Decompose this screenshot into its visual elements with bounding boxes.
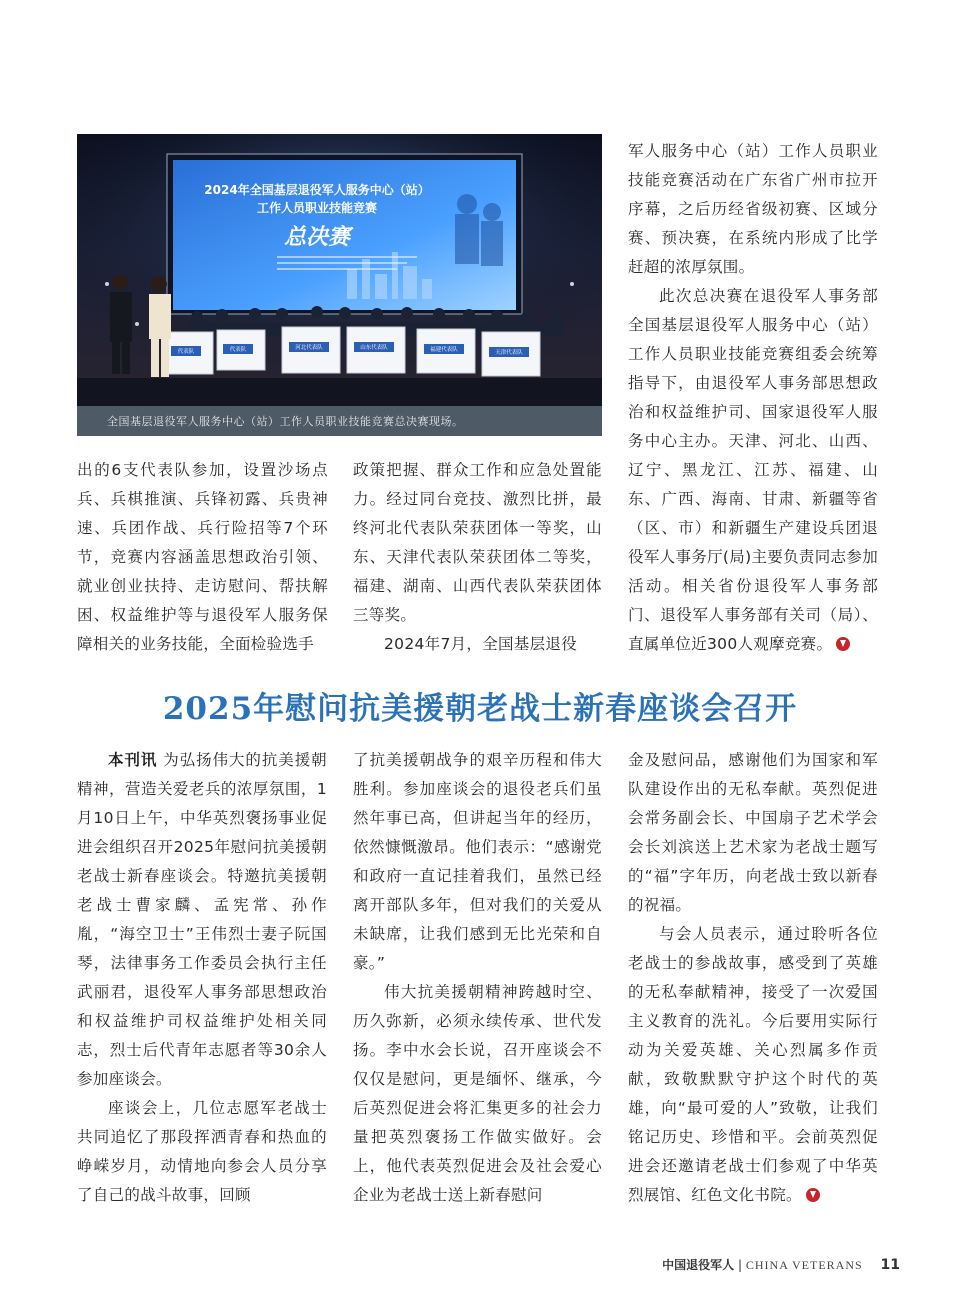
footer-separator: |	[738, 1258, 743, 1272]
stage-photo	[77, 134, 602, 406]
magazine-name-cn: 中国退役军人	[662, 1258, 735, 1272]
article1-column2	[353, 456, 602, 659]
desk-sign-3: 河北代表队	[295, 345, 323, 351]
article2-column1	[77, 746, 327, 1210]
desk-sign-4: 山东代表队	[360, 345, 388, 351]
article1-column1	[77, 456, 328, 659]
desk-sign-6: 天津代表队	[495, 350, 523, 356]
screen-title-line2: 工作人员职业技能竞赛	[256, 201, 378, 215]
photo-caption-bar	[77, 406, 602, 436]
article1-col3-paragraph2-text: 此次总决赛在退役军人事务部全国基层退役军人服务中心（站）工作人员职业技能竞赛组委会统筹指导下，由退役军人事务部思想政治和权益维护司、国家退役军人服务中心主办。天津、河北、山西、辽宁、黑龙江、江苏、福建、山东、广西、海南、甘肃、新疆等省（区、市）和新疆生产建设兵团退役军人事务厅(局)主要负责同志参加活动。相关省份退役军人事务部门、退役军人事务部有关司（局）、直属单位近300人观摩竞赛。	[628, 287, 878, 653]
article2-col3-paragraph2	[628, 920, 878, 1210]
article2-column3	[628, 746, 878, 1210]
event-photo	[77, 134, 602, 436]
article1-col2-paragraph1: 政策把握、群众工作和应急处置能力。经过同台竞技、激烈比拼，最终河北代表队荣获团体一等奖，山东、天津代表队荣获团体二等奖，福建、湖南、山西代表队荣获团体三等奖。	[353, 461, 602, 624]
article2-col1-paragraph1	[77, 746, 327, 1094]
desk-sign-5: 福建代表队	[430, 347, 458, 353]
article1-col2-paragraph2: 2024年7月，全国基层退役	[384, 635, 578, 653]
article1-column3	[628, 137, 878, 659]
article2-col1-paragraph1-text: 为弘扬伟大的抗美援朝精神，营造关爱老兵的浓厚氛围，1月10日上午，中华英烈褒扬事业促进会组织召开2025年慰问抗美援朝老战士新春座谈会。特邀抗美援朝老战士曹家麟、孟宪常、孙作胤，“海空卫士”王伟烈士妻子阮国琴，法律事务工作委员会执行主任武丽君，退役军人事务部思想政治和权益维护司权益维护处相关同志，烈士后代青年志愿者等30余人参加座谈会。	[77, 751, 327, 1088]
photo-caption: 全国基层退役军人服务中心（站）工作人员职业技能竞赛总决赛现场。	[107, 415, 464, 428]
page-number: 11	[880, 1257, 900, 1273]
article2-column2	[353, 746, 602, 1210]
article1-col3-paragraph2	[628, 282, 878, 659]
screen-title-line1: 2024年全国基层退役军人服务中心（站）	[204, 183, 430, 197]
article2-col2-paragraph1: 了抗美援朝战争的艰辛历程和伟大胜利。参加座谈会的退役老兵们虽然年事已高，但讲起当年的经历，依然慷慨激昂。他们表示：“感谢党和政府一直记挂着我们，虽然已经离开部队多年，但对我们的关爱从未缺席，让我们感到无比光荣和自豪。”	[353, 751, 602, 972]
page-footer	[662, 1256, 900, 1273]
article1-col1-text: 出的6支代表队参加，设置沙场点兵、兵棋推演、兵锋初露、兵贵神速、兵团作战、兵行险招等7个环节，竞赛内容涵盖思想政治引领、就业创业扶持、走访慰问、帮扶解困、权益维护等与退役军人服务保障相关的业务技能，全面检验选手	[77, 461, 328, 653]
magazine-name-en: CHINA VETERANS	[745, 1258, 863, 1272]
article2-col1-paragraph2: 座谈会上，几位志愿军老战士共同追忆了那段挥洒青春和热血的峥嵘岁月，动情地向参会人员分享了自己的战斗故事，回顾	[77, 1099, 327, 1204]
article2-col3-paragraph1: 金及慰问品，感谢他们为国家和军队建设作出的无私奉献。英烈促进会常务副会长、中国扇子艺术学会会长刘滨送上艺术家为老战士题写的“福”字年历，向老战士致以新春的祝福。	[628, 751, 878, 914]
veteran-logo-icon	[836, 637, 850, 651]
desk-sign-2: 代表队	[229, 347, 247, 353]
article2-col2-paragraph2: 伟大抗美援朝精神跨越时空、历久弥新，必须永续传承、世代发扬。李中水会长说，召开座谈会不仅仅是慰问，更是缅怀、继承，今后英烈促进会将汇集更多的社会力量把英烈褒扬工作做实做好。会上，他代表英烈促进会及社会爱心企业为老战士送上新春慰问	[353, 983, 602, 1204]
article2-lead: 本刊讯	[108, 751, 158, 769]
desk-sign-1: 代表队	[177, 349, 195, 355]
screen-title-big: 总决赛	[283, 225, 351, 250]
article2-headline: 2025年慰问抗美援朝老战士新春座谈会召开	[162, 691, 798, 727]
article1-col3-paragraph1: 军人服务中心（站）工作人员职业技能竞赛活动在广东省广州市拉开序幕，之后历经省级初赛、区域分赛、预决赛，在系统内形成了比学赶超的浓厚氛围。	[628, 142, 878, 276]
veteran-logo-icon	[806, 1188, 820, 1202]
stage-scene	[77, 134, 602, 406]
article2-col3-paragraph2-text: 与会人员表示，通过聆听各位老战士的参战故事，感受到了英雄的无私奉献精神，接受了一次爱国主义教育的洗礼。今后要用实际行动为关爱英雄、关心烈属多作贡献，致敬默默守护这个时代的英雄，向“最可爱的人”致敬，让我们铭记历史、珍惜和平。会前英烈促进会还邀请老战士们参观了中华英烈展馆、红色文化书院。	[628, 925, 878, 1204]
